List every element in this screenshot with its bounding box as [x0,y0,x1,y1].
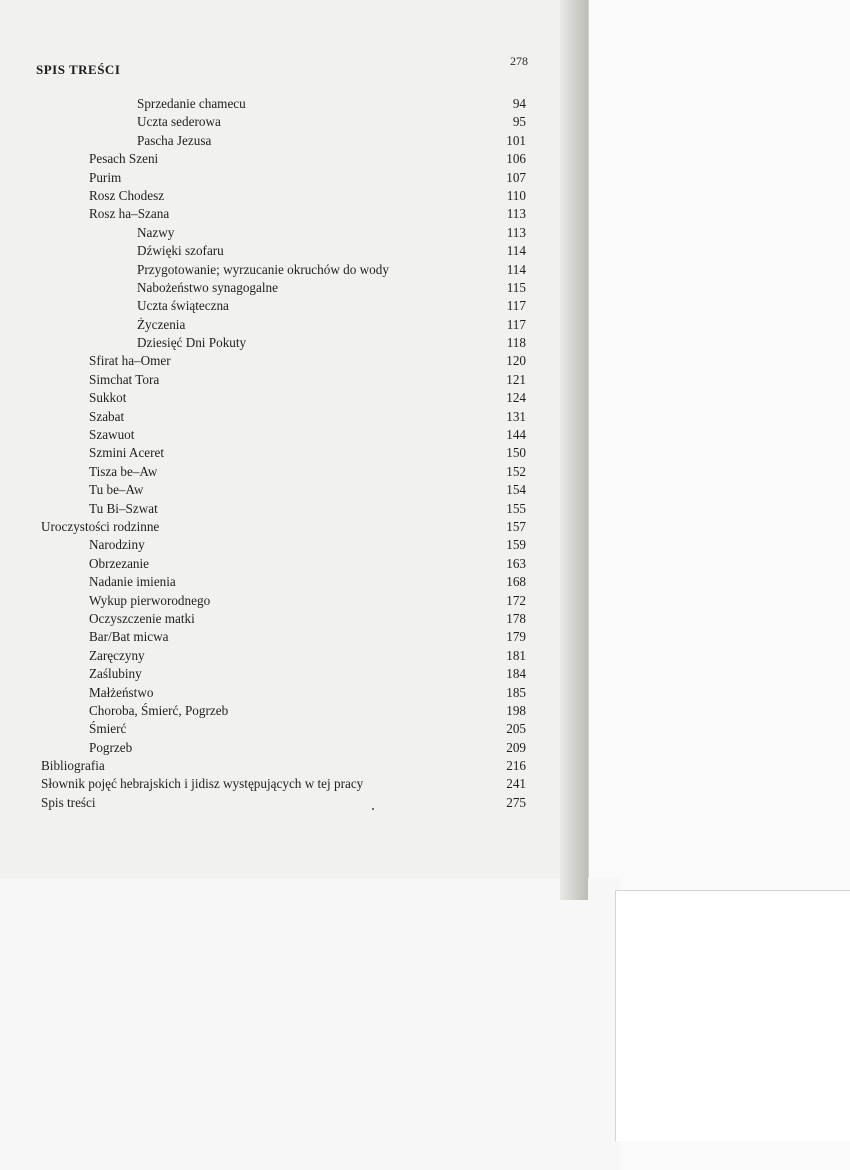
toc-entry-page: 198 [506,702,526,718]
toc-entry-title: Uczta sederowa [137,114,221,130]
toc-entry-page: 154 [506,482,526,498]
toc-entry [0,96,580,114]
toc-entry-page: 150 [506,445,526,461]
toc-entry-page: 110 [506,187,526,203]
toc-entry-page: 107 [506,169,526,185]
toc-entry-title: Pogrzeb [89,739,133,755]
toc-entry-title: Spis treści [41,794,96,810]
toc-entry-page: 131 [506,408,526,424]
toc-entry-title: Bibliografia [41,758,105,774]
toc-entry-page: 115 [506,279,526,295]
paper-edge [615,890,850,1141]
toc-entry-page: 184 [506,666,526,682]
toc-entry [0,721,580,739]
toc-entry-page: 113 [506,206,526,222]
toc-entry [0,372,580,390]
toc-entry-page: 178 [506,610,526,626]
toc-entry-title: Bar/Bat micwa [89,629,169,645]
toc-entry-page: 216 [506,758,526,774]
toc-entry-page: 101 [506,132,526,148]
toc-entry [0,629,580,647]
toc-entry-page: 95 [512,114,526,130]
toc-entry [0,482,580,500]
page-number: 278 [510,54,528,68]
toc-entry-page: 117 [506,316,526,332]
toc-entry [0,298,580,316]
toc-entry-page: 205 [506,721,526,737]
table-of-contents [0,96,580,813]
toc-entry-title: Zaręczyny [89,647,145,663]
toc-entry-title: Purim [89,169,122,185]
toc-entry [0,225,580,243]
toc-entry [0,574,580,592]
toc-entry [0,151,580,169]
toc-entry-page: 181 [506,647,526,663]
toc-entry-title: Oczyszczenie matki [89,610,195,626]
toc-entry-page: 275 [506,794,526,810]
toc-entry [0,464,580,482]
toc-entry-title: Sprzedanie chamecu [137,96,246,111]
toc-entry-title: Tu Bi–Szwat [89,500,158,516]
toc-entry-title: Pascha Jezusa [137,132,212,148]
toc-entry-page: 118 [506,335,526,351]
toc-entry [0,206,580,224]
toc-entry-page: 157 [506,518,526,534]
toc-entry-page: 124 [506,390,526,406]
toc-entry-title: Tisza be–Aw [89,463,158,479]
page-title: SPIS TREŚCI [36,62,121,77]
toc-entry-page: 114 [506,261,526,277]
toc-entry-page: 120 [506,353,526,369]
toc-entry-title: Narodziny [89,537,145,553]
toc-entry-title: Sukkot [89,390,127,406]
toc-entry [0,390,580,408]
toc-entry-title: Sfirat ha–Omer [89,353,171,369]
toc-entry [0,243,580,261]
toc-entry [0,703,580,721]
toc-entry [0,445,580,463]
toc-entry-page: 94 [512,96,526,111]
toc-entry-title: Choroba, Śmierć, Pogrzeb [89,702,229,718]
toc-entry-page: 113 [506,224,526,240]
toc-entry [0,776,580,794]
toc-entry-title: Życzenia [137,316,186,332]
toc-entry [0,758,580,776]
scanner-background [0,878,620,1170]
toc-entry [0,556,580,574]
toc-entry [0,795,580,813]
toc-entry-title: Uczta świąteczna [137,298,229,314]
toc-entry [0,666,580,684]
toc-entry [0,262,580,280]
toc-entry-page: 117 [506,298,526,314]
toc-entry-page: 114 [506,243,526,259]
toc-entry-page: 241 [506,776,526,792]
toc-entry-title: Tu be–Aw [89,482,144,498]
toc-entry-title: Simchat Tora [89,371,160,387]
toc-entry-title: Słownik pojęć hebrajskich i jidisz występujących w tej pracy [41,776,364,792]
toc-entry-page: 209 [506,739,526,755]
toc-entry-page: 152 [506,463,526,479]
toc-entry-title: Obrzezanie [89,555,150,571]
toc-entry [0,317,580,335]
toc-entry [0,114,580,132]
toc-entry [0,133,580,151]
toc-entry-title: Szawuot [89,427,135,443]
toc-entry-title: Szabat [89,408,125,424]
toc-entry-title: Nabożeństwo synagogalne [137,279,278,295]
toc-entry [0,427,580,445]
toc-entry-title: Dźwięki szofaru [137,243,224,259]
toc-entry [0,170,580,188]
toc-entry-title: Rosz ha–Szana [89,206,170,222]
toc-entry-title: Nazwy [137,224,175,240]
toc-entry-page: 168 [506,574,526,590]
toc-entry [0,593,580,611]
toc-entry-title: Pesach Szeni [89,151,159,167]
toc-entry-page: 179 [506,629,526,645]
toc-entry [0,280,580,298]
toc-entry-title: Zaślubiny [89,666,142,682]
toc-entry-title: Przygotowanie; wyrzucanie okruchów do wody [137,261,389,277]
toc-entry-title: Szmini Aceret [89,445,165,461]
toc-entry [0,335,580,353]
toc-entry-title: Nadanie imienia [89,574,176,590]
ink-speck [372,808,374,810]
toc-entry-page: 144 [506,427,526,443]
toc-entry [0,501,580,519]
toc-entry-page: 185 [506,684,526,700]
toc-entry-page: 121 [506,371,526,387]
toc-entry [0,353,580,371]
toc-entry-page: 155 [506,500,526,516]
toc-entry-title: Małżeństwo [89,684,154,700]
toc-entry [0,537,580,555]
toc-entry-title: Śmierć [89,721,127,737]
toc-entry [0,648,580,666]
toc-entry-page: 172 [506,592,526,608]
toc-entry-title: Rosz Chodesz [89,187,165,203]
toc-entry [0,740,580,758]
toc-entry-title: Uroczystości rodzinne [41,518,160,534]
toc-entry [0,188,580,206]
toc-entry [0,519,580,537]
toc-entry-title: Wykup pierworodnego [89,592,211,608]
toc-entry [0,685,580,703]
toc-entry-page: 106 [506,151,526,167]
toc-entry-page: 159 [506,537,526,553]
toc-entry-page: 163 [506,555,526,571]
toc-entry [0,611,580,629]
toc-entry [0,409,580,427]
toc-entry-title: Dziesięć Dni Pokuty [137,335,247,351]
